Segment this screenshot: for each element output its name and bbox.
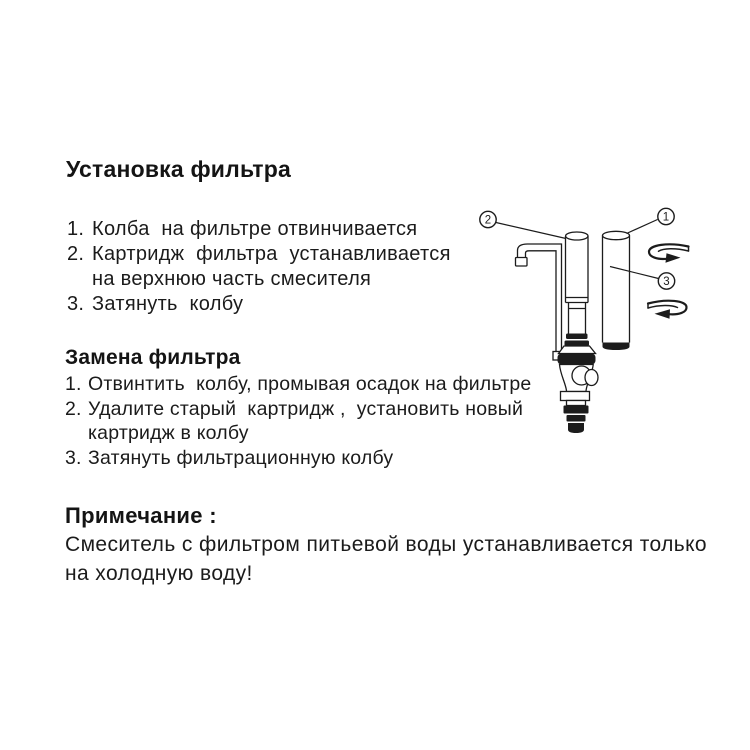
callout-1 — [658, 208, 674, 224]
valve-knob-lobe — [585, 370, 598, 386]
step-text: Отвинтить колбу, промывая осадок на фильтре — [88, 373, 532, 395]
rotate-arrow-icon-top — [649, 244, 689, 262]
cartridge-seal-ring — [566, 334, 588, 340]
callout-3-number: 3 — [663, 276, 670, 289]
step-text: картридж в колбу — [88, 422, 249, 444]
step-number: 1. — [65, 373, 82, 395]
note-body — [65, 530, 707, 588]
step-text: Картридж фильтра устанавливается — [92, 243, 451, 265]
install-step-1 — [67, 217, 451, 242]
callout-3 — [658, 273, 674, 289]
step-text: на верхнюю часть смесителя — [92, 268, 372, 290]
rotate-arrow-icon-bottom — [648, 301, 687, 319]
note-line: на холодную воду! — [65, 562, 253, 585]
install-section-title: Установка фильтра — [66, 156, 291, 182]
filter-cartridge — [565, 232, 590, 346]
callout-2-leader-line — [496, 223, 566, 239]
callout-2-number: 2 — [484, 214, 492, 227]
note-title: Примечание : — [65, 503, 217, 528]
cartridge-seal-ring — [565, 341, 590, 347]
step-number: 3. — [65, 446, 82, 469]
callout-2 — [480, 211, 496, 227]
faucet-spout — [516, 244, 566, 360]
step-number: 2. — [67, 243, 85, 265]
step-number: 3. — [67, 293, 85, 315]
housing-base-ring — [603, 343, 630, 351]
step-text: Затянуть колбу — [92, 293, 244, 315]
filter-diagram — [450, 185, 710, 455]
faucet-body — [558, 346, 599, 433]
step-text: Колба на фильтре отвинчивается — [92, 218, 418, 240]
step-text: Затянуть фильтрационную колбу — [88, 446, 394, 469]
replace-section-title: Замена фильтра — [65, 346, 241, 369]
filter-housing — [603, 231, 630, 350]
callout-1-leader-line — [627, 220, 658, 234]
spout-tip — [516, 258, 528, 267]
install-step-3 — [67, 292, 451, 317]
threaded-stem — [568, 423, 584, 433]
mounting-nut — [564, 406, 589, 414]
install-steps-list — [67, 217, 451, 317]
mounting-nut — [567, 415, 586, 422]
step-number: 1. — [67, 218, 85, 240]
note-line: Смеситель с фильтром питьевой воды устанавливается только — [65, 533, 708, 556]
faucet-collar — [558, 354, 596, 365]
install-step-2 — [67, 242, 451, 292]
step-number: 2. — [65, 397, 82, 420]
faucet-base-collar — [561, 392, 590, 401]
callout-1-number: 1 — [662, 211, 670, 224]
step-text: Удалите старый картридж , установить новый — [88, 397, 524, 420]
